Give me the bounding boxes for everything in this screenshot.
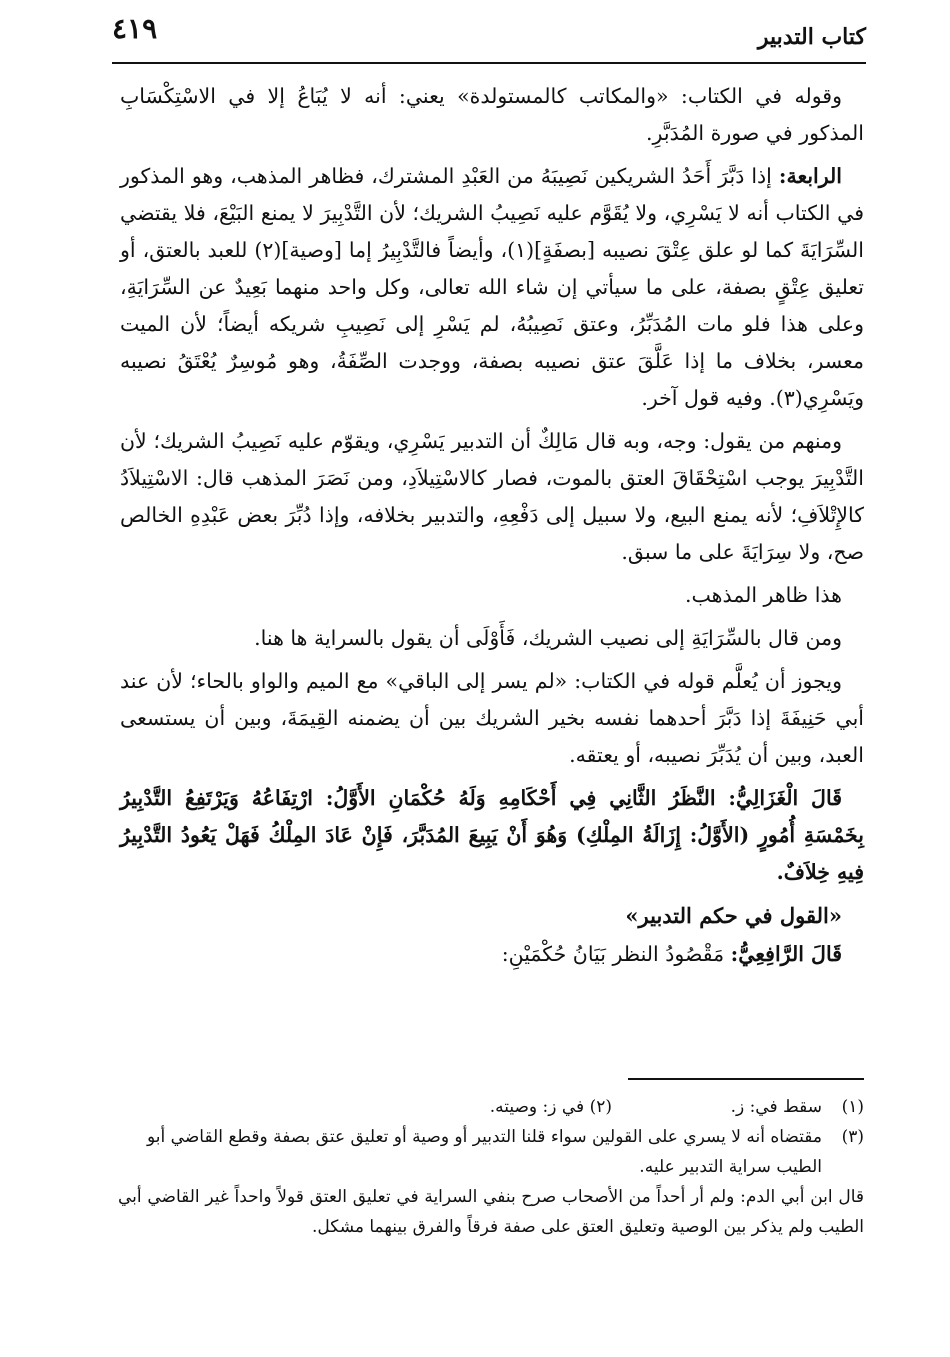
- rafii-label: قَالَ الرَّافِعِيُّ:: [730, 942, 842, 966]
- paragraph-2: [120, 158, 864, 417]
- section-title: «القول في حكم التدبير»: [625, 903, 842, 928]
- footnote-number: (١): [841, 1097, 864, 1117]
- paragraph-1: [120, 78, 864, 152]
- footnote-1-text: سقط في: ز.: [730, 1097, 822, 1117]
- paragraph-4: [120, 577, 864, 614]
- footnote-2: (٢) في ز: وصيته.: [489, 1097, 612, 1117]
- ghazali-matn: قَالَ الْغَزَالِيُّ: النَّظَرُ الثَّانِي فِي أَحْكَامِهِ وَلَهُ حُكْمَانِ الأَوَّلُ: ارْتِفَاعُهُ وَيَرْتَفِعُ التَّدْبِيرُ بِخَمْسَةِ أُمُورٍ (الأَوَّلُ: إِزَالَةُ المِلْكِ) وَهُوَ أَنْ يَبِيعَ المُدَبَّرَ، فَإِنْ عَادَ المِلْكُ فَهَلْ يَعُودُ التَّدْبِيرُ فِيهِ خِلاَفٌ.: [120, 786, 864, 884]
- paragraph-text: هذا ظاهر المذهب.: [685, 583, 842, 607]
- page-header: [112, 10, 866, 54]
- paragraph-text: إذا دَبَّرَ أَحَدُ الشريكين نَصِيبَهُ من العَبْدِ المشترك، فظاهر المذهب، وهو المذكور في الكتاب أنه لا يَسْرِي، ولا يُقَوَّم عليه نَصِيبُ الشريك؛ لأن التَّدْبِيرَ لا يمنع البَيْعَ، فلا يقتضي السِّرَايَةَ كما لو علق عِتْقَ نصيبه [بصفَةٍ](١)، وأيضاً فالتَّدْبِيرُ إما [وصية](٢) للعبد بالعتق، أو تعليق عِتْقٍ بصفة، على ما سيأتي إن شاء الله تعالى، وكل واحد منهما بَعِيدٌ عن السِّرَايَةِ، وعلى هذا فلو مات المُدَبِّرُ، وعتق نَصِيبُهُ، لم يَسْرِ إلى نَصِيبِ شريكه أيضاً؛ لأن الميت معسر، بخلاف ما إذا عَلَّقَ عتق نصيبه بصفة، ووجدت الصِّفَةُ، وهو مُوسِرٌ يُعْتَقُ نصيبه ويَسْرِي(٣). وفيه قول آخر.: [120, 164, 864, 410]
- footnote-number: (٣): [841, 1127, 864, 1147]
- book-title: كتاب التدبير: [757, 24, 866, 50]
- footnote-text-group: [118, 1092, 822, 1122]
- paragraph-3: [120, 423, 864, 571]
- paragraph-text: وقوله في الكتاب: «والمكاتب كالمستولدة» يعني: أنه لا يُبَاعُ إلا في الاسْتِكْسَابِ المذكور في صورة المُدَبَّرِ.: [120, 84, 864, 145]
- paragraph-label: الرابعة:: [778, 164, 842, 188]
- paragraph-text: ومنهم من يقول: وجه، وبه قال مَالِكٌ أن التدبير يَسْرِي، ويقوّم عليه نَصِيبُ الشريك؛ لأن التَّدْبِيرَ يوجب اسْتِحْقَاقَ العتق بالموت، فصار كالاسْتِيلاَدِ، ومن نَصَرَ المذهب قال: الاسْتِيلاَدُ كالإِتْلاَفِ؛ لأنه يمنع البيع، ولا سبيل إلى دَفْعِهِ، والتدبير بخلافه، وإذا دُبِّرَ بعض عَبْدِهِ الخالص صح، ولا سِرَايَةَ على ما سبق.: [120, 429, 864, 564]
- paragraph-text: ومن قال بالسِّرَايَةِ إلى نصيب الشريك، فَأَوْلَى أن يقول بالسراية ها هنا.: [254, 626, 842, 650]
- main-text: [120, 78, 864, 973]
- footnote-3-continuation: قال ابن أبي الدم: ولم أر أحداً من الأصحاب صرح بنفي السراية في تعليق العتق قولاً واحداً غير القاضي أبي الطيب ولم يذكر بين الوصية وتعليق العتق على صفة فرقاً والفرق بينهما مشكل.: [118, 1187, 864, 1237]
- rafii-text: مَقْصُودُ النظر بَيَانُ حُكْمَيْنِ:: [501, 942, 731, 966]
- footnote-3-text: مقتضاه أنه لا يسري على القولين سواء قلنا التدبير أو وصية أو تعليق عتق بصفة وقطع القاضي أبو الطيب سراية التدبير عليه.: [147, 1127, 822, 1177]
- footnotes: [118, 1092, 864, 1242]
- paragraph-5: [120, 620, 864, 657]
- paragraph-6: [120, 663, 864, 774]
- footnote-row: [118, 1122, 864, 1182]
- page-number: ٤١٩: [112, 12, 158, 45]
- header-divider: [112, 62, 866, 64]
- rafii-paragraph: [120, 936, 842, 973]
- footnote-divider: [628, 1078, 864, 1080]
- paragraph-text: ويجوز أن يُعلَّم قوله في الكتاب: «لم يسر إلى الباقي» مع الميم والواو بالحاء؛ لأن عند أبي حَنِيفَةَ إذا دَبَّرَ أحدهما نفسه بخير الشريك بين أن يضمنه القِيمَةَ، وبين أن يستسعى العبد، وبين أن يُدَبِّرَ نصيبه، أو يعتقه.: [120, 669, 864, 767]
- footnote-row: [118, 1092, 864, 1122]
